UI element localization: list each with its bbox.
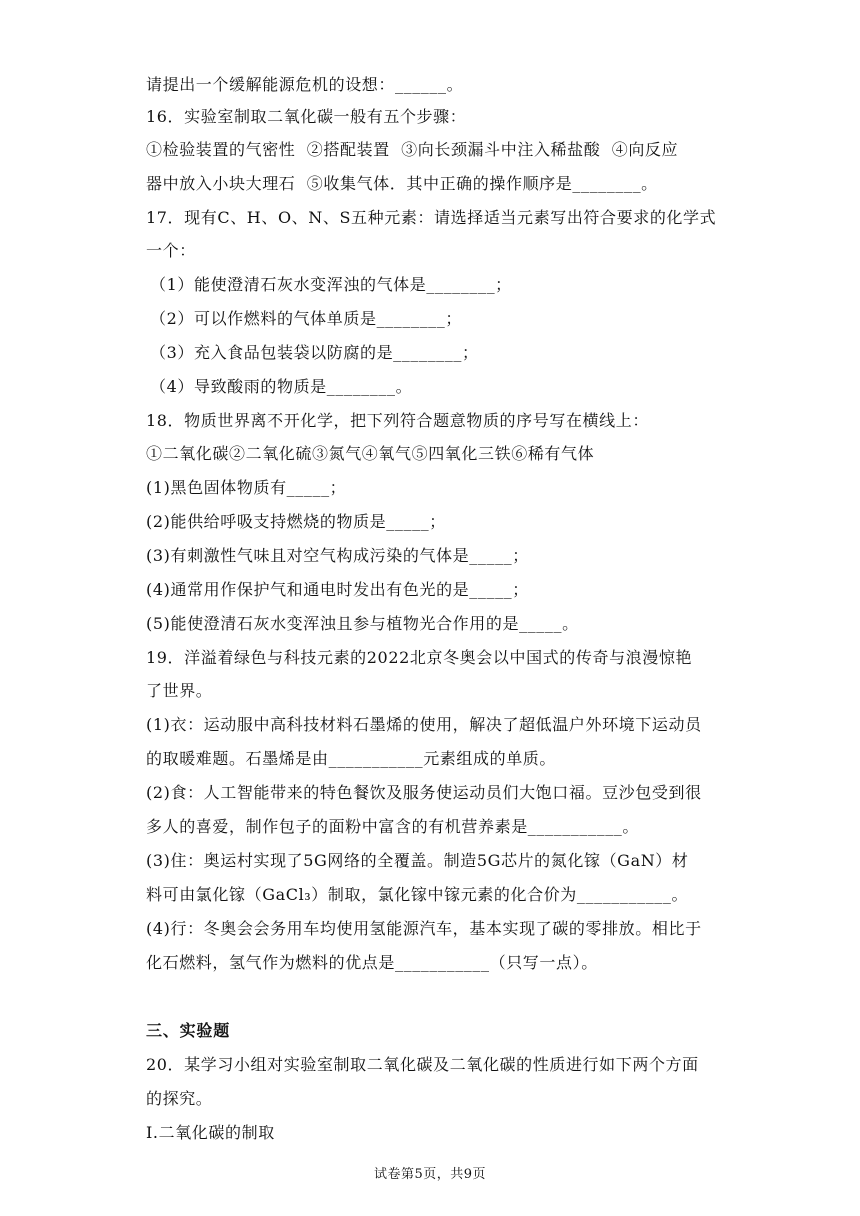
q18-options: ①二氧化碳②二氧化硫③氮气④氧气⑤四氧化三铁⑥稀有气体	[146, 444, 595, 463]
q19-sub-3-line-1: (3)住：奥运村实现了5G网络的全覆盖。制造5G芯片的氮化镓（GaN）材	[146, 851, 689, 870]
q17-sub-2: （2）可以作燃料的气体单质是________；	[150, 309, 462, 328]
q19-title-cont: 了世界。	[146, 681, 213, 700]
q19-title: 19．洋溢着绿色与科技元素的2022北京冬奥会以中国式的传奇与浪漫惊艳	[146, 648, 693, 667]
q17-sub-3: （3）充入食品包装袋以防腐的是________；	[150, 343, 479, 362]
q17-title-cont: 一个：	[146, 241, 196, 260]
q20-title-cont: 的探究。	[146, 1089, 213, 1108]
q17-sub-1: （1）能使澄清石灰水变浑浊的气体是________；	[150, 275, 512, 294]
q16-steps-line-2: 器中放入小块大理石 ⑤收集气体．其中正确的操作顺序是________。	[146, 174, 658, 193]
q19-sub-2-line-2: 多人的喜爱，制作包子的面粉中富含的有机营养素是___________。	[146, 817, 640, 836]
q19-sub-1-line-2: 的取暖难题。石墨烯是由___________元素组成的单质。	[146, 749, 557, 768]
q17-sub-4: （4）导致酸雨的物质是________。	[150, 377, 413, 396]
q16-title: 16．实验室制取二氧化碳一般有五个步骤：	[146, 107, 467, 126]
q18-sub-5: (5)能使澄清石灰水变浑浊且参与植物光合作用的是_____。	[146, 614, 579, 633]
section-heading: 三、实验题	[146, 1021, 231, 1040]
q17-title: 17．现有C、H、O、N、S五种元素：请选择适当元素写出符合要求的化学式	[146, 208, 717, 227]
q18-sub-1: (1)黑色固体物质有_____；	[146, 478, 347, 497]
q19-sub-1-line-1: (1)衣：运动服中高科技材料石墨烯的使用，解决了超低温户外环境下运动员	[146, 715, 702, 734]
q18-sub-4: (4)通常用作保护气和通电时发出有色光的是_____；	[146, 580, 529, 599]
q19-sub-2-line-1: (2)食：人工智能带来的特色餐饮及服务使运动员们大饱口福。豆沙包受到很	[146, 783, 702, 802]
q20-title: 20．某学习小组对实验室制取二氧化碳及二氧化碳的性质进行如下两个方面	[146, 1055, 699, 1074]
q15-prompt-line: 请提出一个缓解能源危机的设想：______。	[146, 75, 464, 94]
q19-sub-4-line-1: (4)行：冬奥会会务用车均使用氢能源汽车，基本实现了碳的零排放。相比于	[146, 919, 702, 938]
q19-sub-4-line-2: 化石燃料，氢气作为燃料的优点是___________（只写一点）。	[146, 953, 598, 972]
q18-sub-2: (2)能供给呼吸支持燃烧的物质是_____；	[146, 512, 446, 531]
page-footer: 试卷第5页，共9页	[373, 1167, 487, 1182]
q16-steps-line-1: ①检验装置的气密性 ②搭配装置 ③向长颈漏斗中注入稀盐酸 ④向反应	[146, 140, 679, 159]
q19-sub-3-line-2: 料可由氯化镓（GaCl₃）制取，氯化镓中镓元素的化合价为___________。	[146, 885, 689, 904]
q18-title: 18．物质世界离不开化学，把下列符合题意物质的序号写在横线上：	[146, 411, 649, 430]
q18-sub-3: (3)有刺激性气味且对空气构成污染的气体是_____；	[146, 546, 529, 565]
q20-part-1-heading: I.二氧化碳的制取	[146, 1123, 275, 1142]
